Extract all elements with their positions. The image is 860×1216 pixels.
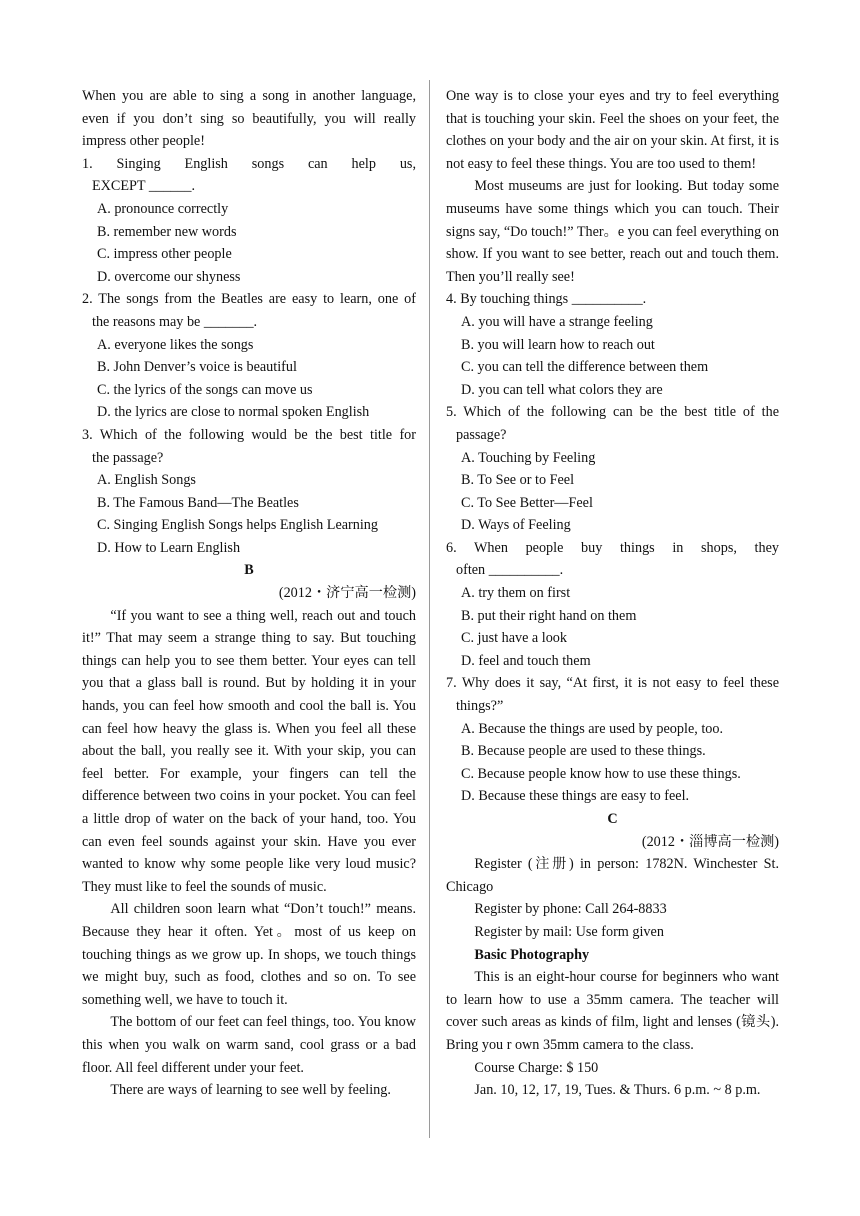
column-divider xyxy=(429,80,430,1138)
question-1 xyxy=(82,153,416,289)
question-6-option-d: D. feel and touch them xyxy=(461,652,591,669)
register-by-phone: Register by phone: Call 264-8833 xyxy=(474,901,667,918)
passage-b-paragraph-1: “If you want to see a thing well, reach out and touch it!” That may seem a strange thing to say. But touching things can help you to see them better. Your eyes can tell you that a glass ball is round. But by holding it in your hands, you can feel how smooth and cool the ball is. You can feel how heavy the glass is. When you feel all these about the ball, you really see it. With your skip, you can feel better. For example, your fingers can tell the difference between two coins in your pocket. You can feel a little drop of water on the back of your hand, too. You can even feel sounds against your skin. Have you ever wanted to know why some people like very loud music? They must like to feel the sounds of music. xyxy=(82,607,416,895)
question-4 xyxy=(446,288,779,401)
passage-b-paragraph-5: One way is to close your eyes and try to feel everything that is touching your skin. Feel the shoes on your feet, the clothes on your body and the air on your skin. At first, it is not easy to feel these things. You are too used to them! xyxy=(446,88,779,172)
question-3-stem: 3. Which of the following would be the best title for xyxy=(82,426,416,443)
course-charge: Course Charge: $ 150 xyxy=(474,1059,599,1076)
question-7-option-b: B. Because people are used to these things. xyxy=(461,743,706,760)
question-3-option-a: A. English Songs xyxy=(97,472,196,489)
question-7 xyxy=(446,672,779,808)
question-3-stem-cont: the passage? xyxy=(92,449,164,466)
question-2 xyxy=(82,288,416,424)
question-6-stem-cont: often __________. xyxy=(456,562,564,579)
question-7-stem: 7. Why does it say, “At first, it is not easy to feel these xyxy=(446,675,779,692)
course-description: This is an eight-hour course for beginners who want to learn how to use a 35mm camera. The teacher will cover such areas as kinds of film, light and lenses (镜头). Bring you r own 35mm camera to the class. xyxy=(446,969,779,1053)
question-5-option-c: C. To See Better—Feel xyxy=(461,494,593,511)
question-2-stem-cont: the reasons may be _______. xyxy=(92,313,258,330)
question-4-option-c: C. you can tell the difference between them xyxy=(461,359,709,376)
question-1-option-b: B. remember new words xyxy=(97,223,237,240)
question-6-stem: 6. When people buy things in shops, they xyxy=(446,539,779,556)
question-1-option-d: D. overcome our shyness xyxy=(97,268,241,285)
question-3-option-b: B. The Famous Band—The Beatles xyxy=(97,494,299,511)
course-dates: Jan. 10, 12, 17, 19, Tues. & Thurs. 6 p.m. ~ 8 p.m. xyxy=(474,1082,761,1099)
question-5-option-a: A. Touching by Feeling xyxy=(461,449,596,466)
question-7-stem-cont: things?” xyxy=(456,698,504,715)
question-4-option-d: D. you can tell what colors they are xyxy=(461,381,663,398)
question-2-option-d: D. the lyrics are close to normal spoken English xyxy=(97,404,370,421)
question-3-option-c: C. Singing English Songs helps English Learning xyxy=(97,517,378,534)
question-4-stem: 4. By touching things __________. xyxy=(446,291,647,308)
passage-b-paragraph-2: All children soon learn what “Don’t touch!” means. Because they hear it often. Yet。most of us keep on touching things as we grow up. In shops, we touch things we might buy, such as food, clothes and so on. To see something well, we have to touch it. xyxy=(82,901,416,1008)
question-6-option-b: B. put their right hand on them xyxy=(461,607,637,624)
question-1-stem-cont: EXCEPT ______. xyxy=(92,178,195,195)
register-by-mail: Register by mail: Use form given xyxy=(474,923,664,940)
question-4-option-b: B. you will learn how to reach out xyxy=(461,336,655,353)
section-b-source: (2012・济宁高一检测) xyxy=(278,585,416,602)
section-b-heading: B xyxy=(244,562,254,579)
passage-b-paragraph-4: There are ways of learning to see well by feeling. xyxy=(110,1082,391,1099)
question-1-stem: 1. Singing English songs can help us, xyxy=(82,155,416,172)
question-2-stem: 2. The songs from the Beatles are easy to learn, one of xyxy=(82,291,416,308)
section-c-source: (2012・淄博高一检测) xyxy=(641,833,779,850)
section-c-heading: C xyxy=(607,811,618,827)
question-3-option-d: D. How to Learn English xyxy=(97,539,241,556)
question-6 xyxy=(446,537,779,673)
right-column xyxy=(446,85,779,1102)
question-3 xyxy=(82,424,416,560)
passage-b-paragraph-3: The bottom of our feet can feel things, too. You know this when you walk on warm sand, cool grass or a bad floor. All feel different under your feet. xyxy=(82,1014,416,1076)
question-7-option-c: C. Because people know how to use these things. xyxy=(461,765,741,782)
question-5 xyxy=(446,401,779,537)
question-5-option-b: B. To See or to Feel xyxy=(461,472,575,489)
register-in-person: Register (注册) in person: 1782N. Winchester St. Chicago xyxy=(446,856,779,895)
course-title: Basic Photography xyxy=(474,946,590,963)
question-7-option-d: D. Because these things are easy to feel. xyxy=(461,788,690,805)
question-6-option-c: C. just have a look xyxy=(461,630,567,647)
question-2-option-b: B. John Denver’s voice is beautiful xyxy=(97,359,297,376)
question-5-stem-cont: passage? xyxy=(456,426,507,443)
question-7-option-a: A. Because the things are used by people, too. xyxy=(461,720,724,737)
question-6-option-a: A. try them on first xyxy=(461,585,571,602)
intro-paragraph: When you are able to sing a song in another language, even if you don’t sing so beautifully, you will really impress other people! xyxy=(82,88,416,150)
question-4-option-a: A. you will have a strange feeling xyxy=(461,313,653,330)
question-1-option-c: C. impress other people xyxy=(97,246,232,263)
left-column xyxy=(82,85,416,1102)
passage-b-paragraph-6: Most museums are just for looking. But today some museums have some things which you can touch. Their signs say, “Do touch!” Ther。e you can feel everything on show. If you want to see better, reach out and touch them. Then you’ll really see! xyxy=(446,178,779,285)
question-2-option-a: A. everyone likes the songs xyxy=(97,336,254,353)
question-5-stem: 5. Which of the following can be the best title of the xyxy=(446,404,779,421)
question-1-option-a: A. pronounce correctly xyxy=(97,200,229,217)
question-5-option-d: D. Ways of Feeling xyxy=(461,517,571,534)
question-2-option-c: C. the lyrics of the songs can move us xyxy=(97,381,313,398)
